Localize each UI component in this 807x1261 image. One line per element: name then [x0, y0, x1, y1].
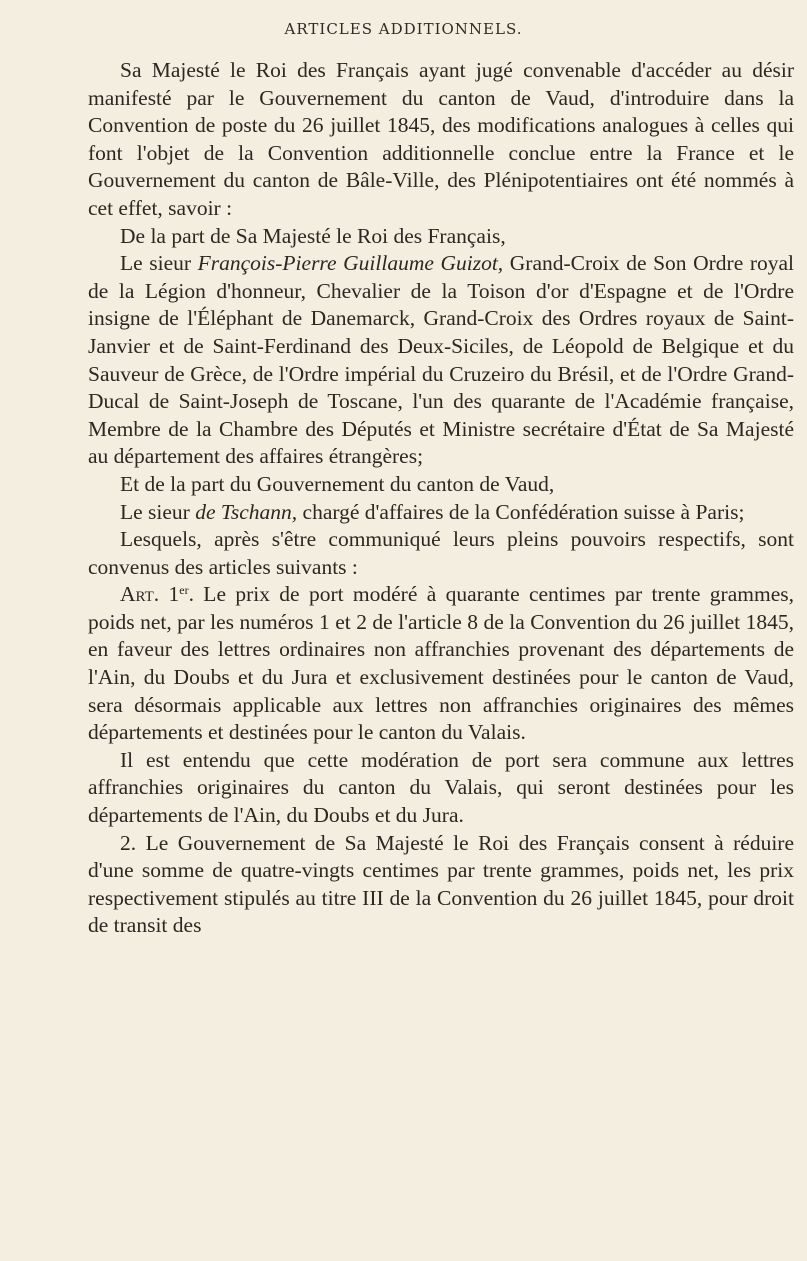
running-header: ARTICLES ADDITIONNELS. [284, 20, 523, 38]
vaud-rep-name: de Tschann, [195, 499, 298, 524]
vaud-intro-paragraph: Et de la part du Gouvernement du canton de Vaud, [120, 471, 555, 496]
article-1-extra-paragraph: Il est entendu que cette modération de port sera commune aux lettres affranchies originaires du canton du Valais, qui seront destinées pour les départements de l'Ain, du Doubs et du Jura. [88, 747, 794, 828]
article-1-ordinal: er [179, 583, 189, 598]
article-1-paragraph [88, 581, 794, 747]
france-rep-titles: Grand-Croix de Son Ordre royal de la Légion d'honneur, Chevalier de la Toison d'or d'Espagne et de l'Ordre insigne de l'Éléphant de Danemarck, Grand-Croix des Ordres royaux de Saint-Janvier et de Saint-Ferdinand des Deux-Siciles, de Léopold de Belgique et du Sauveur de Grèce, de l'Ordre impérial du Cruzeiro du Brésil, et de l'Ordre Grand-Ducal de Saint-Joseph de Toscane, l'un des quarante de l'Académie française, Membre de la Chambre des Députés et Ministre secrétaire d'État de Sa Majesté au département des affaires étrangères; [88, 251, 794, 469]
france-rep-name: François-Pierre Guillaume Guizot, [197, 251, 504, 276]
france-intro-paragraph: De la part de Sa Majesté le Roi des Français, [120, 223, 506, 248]
article-2-paragraph: 2. Le Gouvernement de Sa Majesté le Roi des Français consent à réduire d'une somme de quatre-vingts centimes par trente grammes, poids net, les prix respectivement stipulés au titre III de la Convention du 26 juillet 1845, pour droit de transit des [88, 830, 794, 938]
article-1-label: Art. [120, 582, 160, 607]
document-body [88, 57, 794, 940]
article-1-text: . Le prix de port modéré à quarante centimes par trente grammes, poids net, par les numéros 1 et 2 de l'article 8 de la Convention du 26 juillet 1845, en faveur des lettres ordinaires non affranchies provenant des départements de l'Ain, du Doubs et du Jura et exclusivement destinées pour le canton de Vaud, sera désormais applicable aux lettres non affranchies originaires des mêmes départements et destinées pour le canton du Valais. [88, 582, 794, 745]
preamble-paragraph: Sa Majesté le Roi des Français ayant jugé convenable d'accéder au désir manifesté par le Gouvernement du canton de Vaud, d'introduire dans la Convention de poste du 26 juillet 1845, des modifications analogues à celles qui font l'objet de la Convention additionnelle conclue entre la France et le Gouvernement du canton de Bâle-Ville, des Plénipotentiaires ont été nommés à cet effet, savoir : [88, 58, 794, 220]
france-representative-paragraph [88, 250, 794, 471]
agreement-paragraph: Lesquels, après s'être communiqué leurs pleins pouvoirs respectifs, sont convenus des articles suivants : [88, 527, 794, 579]
article-1-number: 1 [168, 582, 180, 607]
france-rep-prefix: Le sieur [120, 251, 198, 276]
vaud-rep-titles: chargé d'affaires de la Confédération suisse à Paris; [297, 499, 745, 524]
vaud-representative-paragraph [88, 499, 794, 527]
vaud-rep-prefix: Le sieur [120, 499, 196, 524]
